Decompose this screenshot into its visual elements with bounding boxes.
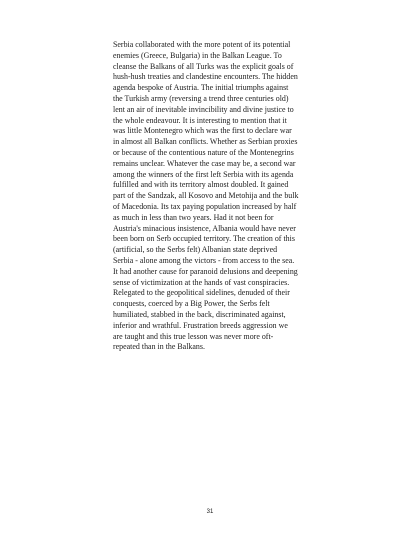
text-line: agenda bespoke of Austria. The initial triumphs against: [113, 83, 289, 93]
text-line: humiliated, stabbed in the back, discriminated against,: [113, 309, 286, 319]
text-line: sense of victimization at the hands of vast conspiracies.: [113, 277, 290, 287]
text-line: enemies (Greece, Bulgaria) in the Balkan League. To: [113, 50, 282, 60]
text-line: as much in less than two years. Had it not been for: [113, 212, 274, 222]
text-line: Relegated to the geopolitical sidelines, denuded of their: [113, 288, 290, 298]
text-line: Austria's minacious insistence, Albania would have never: [113, 223, 296, 233]
text-line: been born on Serb occupied territory. The creation of this: [113, 234, 295, 244]
text-line: or because of the contentious nature of the Montenegrins: [113, 147, 294, 157]
text-line: repeated than in the Balkans.: [113, 342, 205, 352]
text-line: in almost all Balkan conflicts. Whether as Serbian proxies: [113, 137, 298, 147]
text-line: Serbia collaborated with the more potent of its potential: [113, 40, 291, 49]
text-line: the whole endeavour. It is interesting to mention that it: [113, 115, 287, 125]
text-line: hush-hush treaties and clandestine encounters. The hidden: [113, 72, 298, 82]
body-paragraph: [113, 40, 313, 353]
text-line: was little Montenegro which was the first to declare war: [113, 126, 292, 136]
text-line: It had another cause for paranoid delusions and deepening: [113, 266, 298, 276]
text-line: conquests, coerced by a Big Power, the Serbs felt: [113, 299, 270, 309]
text-line: lent an air of inevitable invincibility and divine justice to: [113, 104, 294, 114]
text-line: among the winners of the first left Serbia with its agenda: [113, 169, 294, 179]
text-line: are taught and this true lesson was never more oft-: [113, 331, 274, 341]
text-line: (artificial, so the Serbs felt) Albanian state deprived: [113, 245, 278, 255]
text-line: cleanse the Balkans of all Turks was the explicit goals of: [113, 61, 294, 71]
page-number: 31: [206, 509, 214, 515]
text-line: inferior and wrathful. Frustration breeds aggression we: [113, 320, 288, 330]
text-line: the Turkish army (reversing a trend three centuries old): [113, 93, 289, 103]
text-line: Serbia - alone among the victors - from access to the sea.: [113, 255, 295, 265]
text-line: remains unclear. Whatever the case may be, a second war: [113, 158, 296, 168]
text-line: part of the Sandzak, all Kosovo and Metohija and the bulk: [113, 191, 299, 201]
text-line: fulfilled and with its territory almost doubled. It gained: [113, 180, 289, 190]
text-line: of Macedonia. Its tax paying population increased by half: [113, 201, 297, 211]
